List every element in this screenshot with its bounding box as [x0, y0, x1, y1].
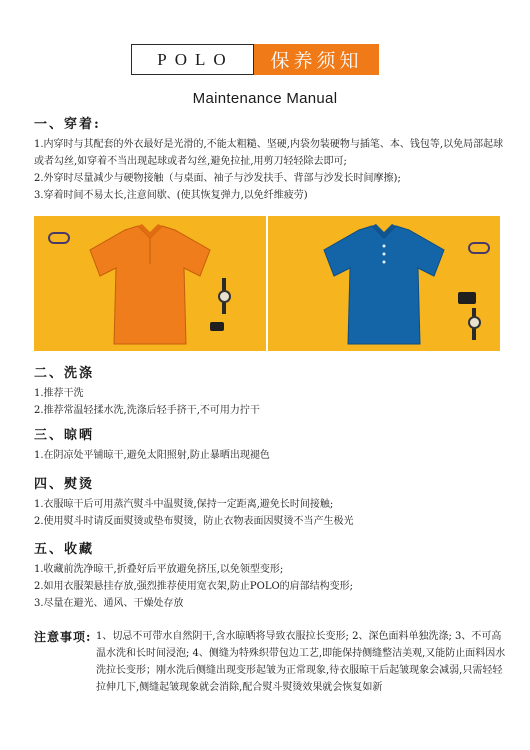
photo-blue-polo	[268, 216, 500, 351]
list-item: 1.收藏前洗净晾干,折叠好后平放避免挤压,以免领型变形;	[34, 564, 284, 575]
subtitle: Maintenance Manual	[192, 90, 338, 107]
sunglasses-icon	[48, 232, 70, 244]
title-banner	[131, 44, 379, 77]
wallet-icon	[210, 322, 224, 331]
list-item: 1.推荐干洗	[34, 388, 84, 399]
section-heading: 一、穿着:	[34, 117, 101, 132]
notes-text: 1、切忌不可带水自然阴干,含水晾晒将导致衣服拉长变形; 2、深色面料单独洗涤; 3、不可高温水洗和长时间浸泡; 4、侧缝为特殊织带包边工艺,即能保持侧缝整洁美观,又能防止面料因水洗拉长变形；刚水洗后侧缝出现变形起皱为正常现象,待衣服晾干后起皱现象会减弱,只需轻轻拉伸几下,侧缝起皱现象就会消除,配合熨斗熨烫效果就会恢复如新	[96, 631, 506, 693]
product-photos	[34, 216, 500, 351]
list-item: 1.衣服晾干后可用蒸汽熨斗中温熨烫,保持一定距离,避免长时间接触;	[34, 499, 334, 510]
title-brand: POLO	[131, 44, 254, 75]
section-heading: 三、晾晒	[34, 428, 95, 443]
section-heading: 二、洗涤	[34, 366, 95, 381]
wallet-icon	[458, 292, 476, 304]
list-item: 1.内穿时与其配套的外衣最好是光滑的,不能太粗糙、坚硬,内袋勿装硬物与插笔、本、钱包等,以免局部起球或者勾丝,如穿着不当出现起球或者勾丝,避免拉扯,用剪刀轻轻除去即可;	[34, 139, 504, 167]
list-item: 2.使用熨斗时请反面熨烫或垫布熨烫，防止衣物表面因熨烫不当产生极光	[34, 516, 354, 527]
section-drying	[34, 424, 504, 464]
list-item: 2.推荐常温轻揉水洗,洗涤后轻手挤干,不可用力拧干	[34, 405, 260, 416]
list-item: 1.在阴凉处平铺晾干,避免太阳照射,防止暴晒出现褪色	[34, 450, 270, 461]
photo-orange-polo	[34, 216, 266, 351]
watch-icon	[218, 290, 231, 303]
section-heading: 四、熨烫	[34, 477, 95, 492]
watch-icon	[468, 316, 481, 329]
section-storage	[34, 538, 504, 612]
list-item: 2.如用衣服架悬挂存放,强烈推荐使用宽衣架,防止POLO的肩部结构变形;	[34, 581, 354, 592]
blue-polo-shirt-icon	[314, 224, 454, 349]
section-wearing	[34, 113, 504, 204]
list-item: 3.穿着时间不易太长,注意间歇、(使其恢复弹力,以免纤维疲劳)	[34, 190, 308, 201]
orange-polo-shirt-icon	[80, 224, 220, 349]
list-item: 2.外穿时尽量减少与硬物接触（与桌面、袖子与沙发扶手、背部与沙发长时间摩擦);	[34, 173, 401, 184]
sunglasses-icon	[468, 242, 490, 254]
notes-heading: 注意事项:	[34, 630, 92, 644]
section-ironing	[34, 473, 504, 530]
list-item: 3.尽量在避光、通风、干燥处存放	[34, 598, 184, 609]
section-heading: 五、收藏	[34, 542, 95, 557]
title-label: 保养须知	[254, 44, 379, 75]
section-washing	[34, 362, 504, 419]
